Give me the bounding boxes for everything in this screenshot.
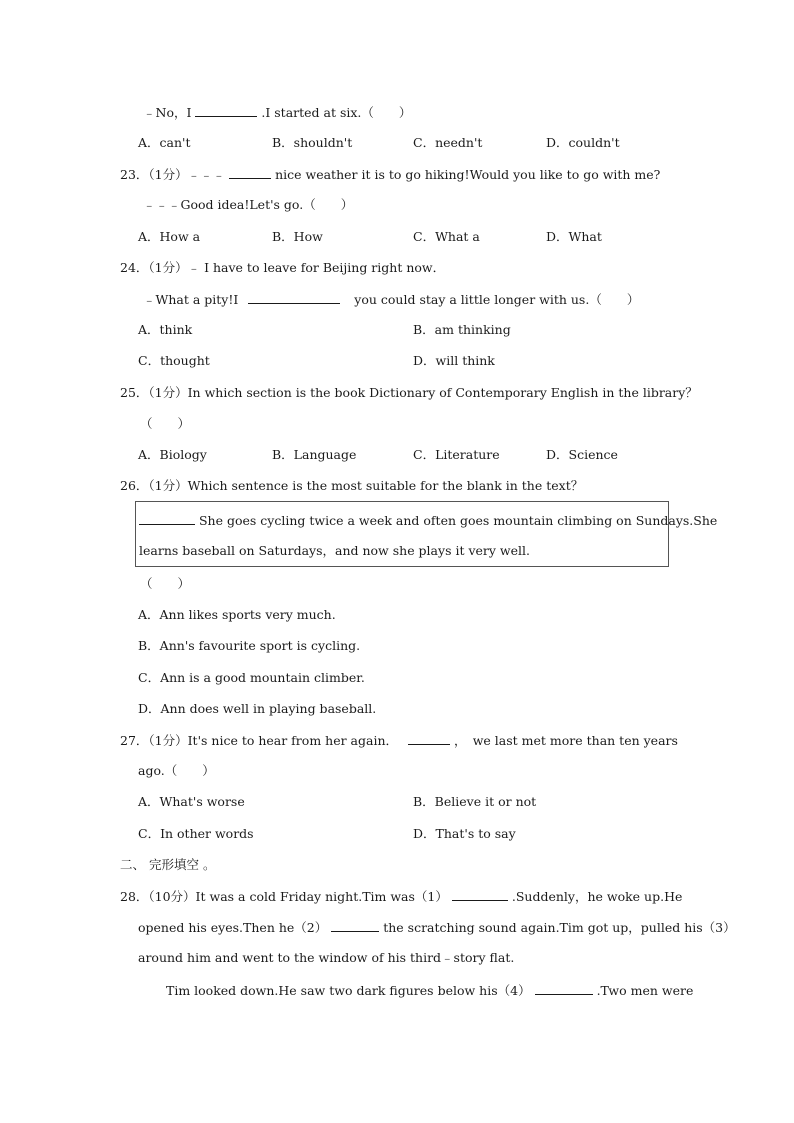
q24-option-d[interactable]: D．will think xyxy=(413,353,495,368)
q27-continuation: ago.（ ） xyxy=(138,763,215,778)
q28-line-2a: opened his eyes.Then he（2） xyxy=(138,920,328,935)
q24-reply-b: you could stay a little longer with us.（ ） xyxy=(354,292,640,307)
q28-line-1 xyxy=(120,888,682,905)
q28-blank-4[interactable] xyxy=(535,982,593,995)
q27-option-b[interactable]: B．Believe it or not xyxy=(413,794,537,809)
q25-paren: （ ） xyxy=(140,416,191,431)
q26-text-box xyxy=(135,501,718,567)
q28-line-3: around him and went to the window of his third﹣story flat. xyxy=(138,950,515,965)
q23-reply: ﹣﹣﹣Good idea!Let's go.（ ） xyxy=(143,197,354,212)
q28-line-1a: 28．（10分）It was a cold Friday night.Tim was（1） xyxy=(120,889,448,904)
q26-option-d[interactable]: D．Ann does well in playing baseball. xyxy=(138,701,377,716)
q28-line-2 xyxy=(138,919,736,936)
q25-option-d[interactable]: D．Science xyxy=(546,447,618,462)
q27-blank[interactable] xyxy=(408,732,450,745)
q22-stem-a: ﹣No，I xyxy=(143,105,192,120)
q27-stem xyxy=(120,732,678,749)
q26-stem: 26．（1分）Which sentence is the most suitable for the blank in the text？ xyxy=(120,478,584,493)
q27-option-a[interactable]: A．What's worse xyxy=(138,794,245,809)
q23-option-b[interactable]: B．How xyxy=(272,229,323,244)
q24-option-b[interactable]: B．am thinking xyxy=(413,322,511,337)
q28-line-4 xyxy=(166,982,693,999)
q22-option-c[interactable]: C．needn't xyxy=(413,135,483,150)
q23-option-c[interactable]: C．What a xyxy=(413,229,480,244)
q26-paren: （ ） xyxy=(140,576,191,591)
q22-option-a[interactable]: A．can't xyxy=(138,135,191,150)
q24-reply xyxy=(143,291,639,308)
q26-box-line-2: learns baseball on Saturdays，and now she plays it very well. xyxy=(139,543,530,558)
q24-stem: 24．（1分）﹣ I have to leave for Beijing right now． xyxy=(120,260,446,275)
q25-option-c[interactable]: C．Literature xyxy=(413,447,500,462)
q25-stem: 25．（1分）In which section is the book Dictionary of Contemporary English in the library？ xyxy=(120,385,698,400)
q27-option-d[interactable]: D．That's to say xyxy=(413,826,516,841)
q25-option-b[interactable]: B．Language xyxy=(272,447,357,462)
q26-option-c[interactable]: C．Ann is a good mountain climber. xyxy=(138,670,365,685)
q28-line-4a: Tim looked down.He saw two dark figures below his（4） xyxy=(166,983,531,998)
q28-line-1b: .Suddenly，he woke up.He xyxy=(511,889,683,904)
q22-option-d[interactable]: D．couldn't xyxy=(546,135,620,150)
q26-option-a[interactable]: A．Ann likes sports very much. xyxy=(138,607,336,622)
q23-stem-b: nice weather it is to go hiking!Would you like to go with me? xyxy=(275,167,661,182)
q25-option-a[interactable]: A．Biology xyxy=(138,447,207,462)
q22-option-b[interactable]: B．shouldn't xyxy=(272,135,353,150)
q26-option-b[interactable]: B．Ann's favourite sport is cycling. xyxy=(138,638,361,653)
q28-blank-2[interactable] xyxy=(331,919,379,932)
q26-box-line-1 xyxy=(139,512,717,529)
q23-option-d[interactable]: D．What xyxy=(546,229,602,244)
q28-line-4b: .Two men were xyxy=(596,983,694,998)
q27-stem-b: ， we last met more than ten years xyxy=(453,733,678,748)
q24-blank[interactable] xyxy=(248,291,340,304)
q22-blank[interactable] xyxy=(195,104,257,117)
q22-stem-b: .I started at six.（ ） xyxy=(261,105,412,120)
q27-stem-a: 27．（1分）It's nice to hear from her again． xyxy=(120,733,398,748)
q23-number: 23．（1分）﹣﹣﹣ xyxy=(120,167,226,182)
q24-option-a[interactable]: A．think xyxy=(138,322,193,337)
q22-stem xyxy=(143,104,411,121)
q23-option-a[interactable]: A．How a xyxy=(138,229,201,244)
q26-blank[interactable] xyxy=(139,512,195,525)
q23-blank[interactable] xyxy=(229,166,271,179)
q24-reply-a: ﹣What a pity!I xyxy=(143,292,239,307)
q24-option-c[interactable]: C．thought xyxy=(138,353,210,368)
q26-box-text-1: She goes cycling twice a week and often goes mountain climbing on Sundays.She xyxy=(198,513,718,528)
section-2-title: 二、 完形填空 。 xyxy=(120,857,216,872)
q28-line-2b: the scratching sound again.Tim got up，pulled his（3） xyxy=(383,920,736,935)
q28-blank-1[interactable] xyxy=(452,888,508,901)
q23-stem xyxy=(120,166,660,183)
q27-option-c[interactable]: C．In other words xyxy=(138,826,254,841)
